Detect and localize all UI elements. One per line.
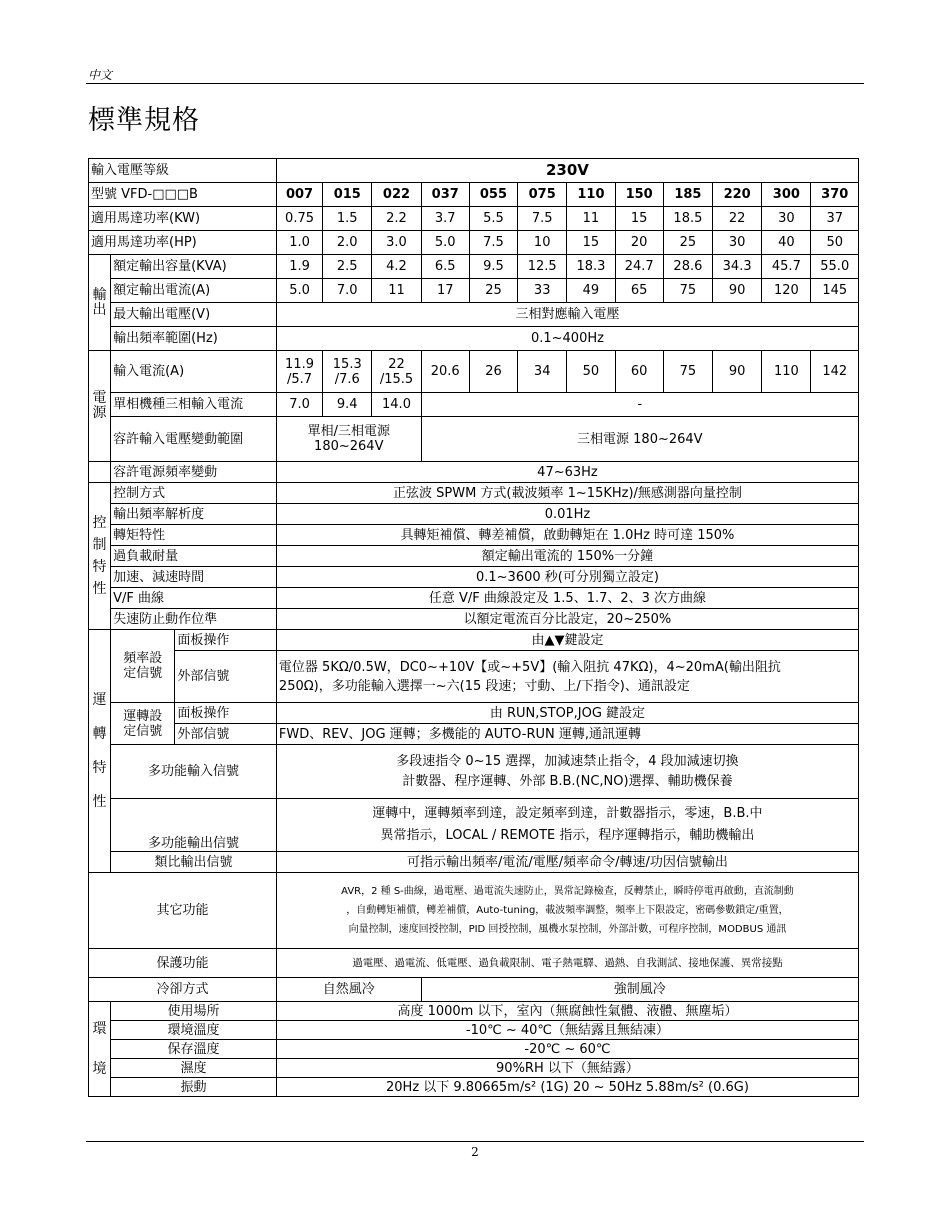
table-row xyxy=(89,546,859,567)
control-row-value: 額定輸出電流的 150%一分鐘 xyxy=(276,546,858,567)
motor-kw-value: 2.2 xyxy=(372,207,421,231)
environment-row-value: -10℃ ~ 40℃（無結露且無結凍） xyxy=(276,1021,858,1040)
run-external-label: 外部信號 xyxy=(175,724,277,745)
cooling-natural: 自然風冷 xyxy=(276,978,421,1002)
multi-input-value xyxy=(276,745,858,799)
output-current-label: 額定輸出電流(A) xyxy=(111,279,277,303)
motor-hp-value: 50 xyxy=(811,231,859,255)
output-kva-value: 9.5 xyxy=(469,255,517,279)
cell-line: 控 xyxy=(92,515,107,531)
cell-line: 制 xyxy=(92,537,107,553)
motor-kw-label: 適用馬達功率(KW) xyxy=(89,207,277,231)
output-current-value: 120 xyxy=(762,279,811,303)
cell-line: 境 xyxy=(92,1061,107,1077)
control-row-value: 正弦波 SPWM 方式(載波頻率 1~15KHz)/無感測器向量控制 xyxy=(276,483,858,504)
analog-output-label: 類比輸出信號 xyxy=(111,852,277,873)
freq-panel-label: 面板操作 xyxy=(175,630,277,651)
table-row xyxy=(89,745,859,799)
control-row-label: 輸出頻率解析度 xyxy=(111,504,277,525)
table-row xyxy=(89,724,859,745)
motor-hp-value: 25 xyxy=(663,231,712,255)
motor-hp-label: 適用馬達功率(HP) xyxy=(89,231,277,255)
other-functions-label: 其它功能 xyxy=(89,873,277,949)
cell-line: AVR，2 種 S-曲線，過電壓、過電流失速防止，異常記錄檢查，反轉禁止，瞬時停電再啟動，直流制動 xyxy=(341,886,794,897)
table-row xyxy=(89,303,859,327)
model-value: 300 xyxy=(762,183,811,207)
motor-kw-value: 22 xyxy=(713,207,762,231)
cell-line: ，自動轉矩補償，轉差補償，Auto-tuning，載波頻率調整，頻率上下限設定，密碼參數鎖定/重置， xyxy=(346,905,789,916)
cell-line: 電 xyxy=(92,390,107,406)
input-current-value xyxy=(323,351,372,393)
cell-line: 計數器、程序運轉、外部 B.B.(NC,NO)選擇、輔助機保養 xyxy=(402,773,733,789)
cell-line: 異常指示，LOCAL / REMOTE 指示，程序運轉指示，輔助機輸出 xyxy=(380,828,755,843)
cell-line: 特 xyxy=(92,559,107,575)
model-value: 022 xyxy=(372,183,421,207)
cell-line: 向量控制，速度回授控制，PID 回授控制，風機水泵控制，外部計數，可程序控制，MODBUS 通訊 xyxy=(348,924,787,935)
freq-external-label: 外部信號 xyxy=(175,651,277,703)
input-current-value: 20.6 xyxy=(421,351,469,393)
control-row-value: 任意 V/F 曲線設定及 1.5、1.7、2、3 次方曲線 xyxy=(276,588,858,609)
single-phase-rest: - xyxy=(421,393,858,417)
motor-hp-value: 7.5 xyxy=(469,231,517,255)
other-functions-value xyxy=(276,873,858,949)
model-value: 110 xyxy=(567,183,615,207)
output-kva-value: 34.3 xyxy=(713,255,762,279)
run-setting-label xyxy=(111,703,175,745)
model-value: 037 xyxy=(421,183,469,207)
input-current-value: 60 xyxy=(615,351,663,393)
cell-line: 輸 xyxy=(92,286,107,303)
motor-kw-value: 5.5 xyxy=(469,207,517,231)
motor-hp-value: 15 xyxy=(567,231,615,255)
multi-output-label: 多功能輸出信號 xyxy=(111,799,277,852)
cell-line: 性 xyxy=(92,581,107,597)
motor-hp-value: 30 xyxy=(713,231,762,255)
table-row xyxy=(89,417,859,462)
table-row xyxy=(89,978,859,1002)
output-kva-value: 55.0 xyxy=(811,255,859,279)
table-row xyxy=(89,1059,859,1078)
control-row-value: 以額定電流百分比設定，20~250% xyxy=(276,609,858,630)
control-row-value: 0.01Hz xyxy=(276,504,858,525)
model-value: 185 xyxy=(663,183,712,207)
output-current-value: 25 xyxy=(469,279,517,303)
power-group-label xyxy=(89,351,111,462)
multi-output-value xyxy=(276,799,858,852)
input-current-value: 75 xyxy=(663,351,712,393)
single-phase-value: 7.0 xyxy=(276,393,322,417)
analog-output-value: 可指示輸出頻率/電流/電壓/頻率命令/轉速/功因信號輸出 xyxy=(276,852,858,873)
output-kva-label: 額定輸出容量(KVA) xyxy=(111,255,277,279)
output-current-value: 33 xyxy=(518,279,567,303)
model-label: 型號 VFD-□□□B xyxy=(89,183,277,207)
control-row-label: 過負載耐量 xyxy=(111,546,277,567)
motor-kw-value: 11 xyxy=(567,207,615,231)
table-row xyxy=(89,393,859,417)
table-row xyxy=(89,255,859,279)
environment-row-value: -20℃ ~ 60℃ xyxy=(276,1040,858,1059)
motor-kw-value: 1.5 xyxy=(323,207,372,231)
output-kva-value: 28.6 xyxy=(663,255,712,279)
freq-setting-label xyxy=(111,630,175,703)
cell-line: 運轉設 xyxy=(123,708,163,724)
table-row xyxy=(89,630,859,651)
table-row xyxy=(89,1040,859,1059)
motor-hp-value: 2.0 xyxy=(323,231,372,255)
output-kva-value: 24.7 xyxy=(615,255,663,279)
environment-group-label xyxy=(89,1002,111,1097)
page-title: 標準規格 xyxy=(88,105,200,136)
output-current-value: 75 xyxy=(663,279,712,303)
model-value: 015 xyxy=(323,183,372,207)
motor-hp-value: 20 xyxy=(615,231,663,255)
model-value: 370 xyxy=(811,183,859,207)
table-row xyxy=(89,231,859,255)
cell-line: 電位器 5KΩ/0.5W，DC0~+10V【或~+5V】(輸入阻抗 47KΩ)，4~20mA(輸出阻抗 xyxy=(278,659,781,675)
motor-hp-value: 40 xyxy=(762,231,811,255)
table-row xyxy=(89,483,859,504)
language-label: 中文 xyxy=(88,68,113,82)
output-kva-value: 4.2 xyxy=(372,255,421,279)
operation-group-label xyxy=(89,630,111,873)
model-value: 220 xyxy=(713,183,762,207)
freq-range-label: 輸出頻率範圍(Hz) xyxy=(111,327,277,351)
header-rule xyxy=(86,83,864,84)
cell-line: 11.9 xyxy=(285,356,314,372)
cell-line: 運 xyxy=(92,692,107,708)
control-row-label: 失速防止動作位準 xyxy=(111,609,277,630)
motor-hp-value: 1.0 xyxy=(276,231,322,255)
table-row xyxy=(89,703,859,724)
output-current-value: 5.0 xyxy=(276,279,322,303)
motor-hp-value: 10 xyxy=(518,231,567,255)
environment-row-label: 環境溫度 xyxy=(111,1021,277,1040)
control-group-label xyxy=(89,483,111,630)
table-row xyxy=(89,1021,859,1040)
freq-external-value xyxy=(276,651,858,703)
cell-line: /15.5 xyxy=(379,371,414,387)
voltage-tolerance-single xyxy=(276,417,421,462)
control-row-label: 加速、減速時間 xyxy=(111,567,277,588)
output-current-value: 90 xyxy=(713,279,762,303)
table-row xyxy=(89,207,859,231)
run-external-value: FWD、REV、JOG 運轉；多機能的 AUTO-RUN 運轉,通訊運轉 xyxy=(276,724,858,745)
cell-line: 180~264V xyxy=(314,439,384,454)
cooling-forced: 強制風冷 xyxy=(421,978,858,1002)
voltage-class-label: 輸入電壓等級 xyxy=(89,159,277,183)
output-current-value: 7.0 xyxy=(323,279,372,303)
cell-line: 單相/三相電源 xyxy=(307,424,390,439)
table-row xyxy=(89,651,859,703)
input-current-value xyxy=(276,351,322,393)
output-current-value: 17 xyxy=(421,279,469,303)
multi-input-label: 多功能輸入信號 xyxy=(111,745,277,799)
cooling-label: 冷卻方式 xyxy=(89,978,277,1002)
table-row xyxy=(89,609,859,630)
environment-row-value: 90%RH 以下（無結露） xyxy=(276,1059,858,1078)
table-row xyxy=(89,567,859,588)
max-voltage-label: 最大輸出電壓(V) xyxy=(111,303,277,327)
footer-rule xyxy=(86,1141,864,1142)
single-phase-label: 單相機種三相輸入電流 xyxy=(111,393,277,417)
output-group-label xyxy=(89,255,111,351)
output-current-value: 11 xyxy=(372,279,421,303)
table-row xyxy=(89,279,859,303)
freq-tolerance-label: 容許電源頻率變動 xyxy=(111,462,277,483)
cell-line: /7.6 xyxy=(334,371,360,387)
input-current-value: 110 xyxy=(762,351,811,393)
cell-line: 250Ω)，多功能輸入選擇一~六(15 段速；寸動、上/下指令)、通訊設定 xyxy=(278,678,690,694)
output-current-value: 145 xyxy=(811,279,859,303)
cell-line: 定信號 xyxy=(123,666,163,681)
table-row xyxy=(89,462,859,483)
blank-cell xyxy=(89,462,111,483)
motor-kw-value: 3.7 xyxy=(421,207,469,231)
motor-kw-value: 15 xyxy=(615,207,663,231)
input-current-value: 26 xyxy=(469,351,517,393)
table-row xyxy=(89,873,859,949)
table-row xyxy=(89,351,859,393)
protection-value: 過電壓、過電流、低電壓、過負載限制、電子熱電驛、過熱、自我測試、接地保護、異常接點 xyxy=(276,949,858,978)
control-row-label: V/F 曲線 xyxy=(111,588,277,609)
output-kva-value: 2.5 xyxy=(323,255,372,279)
cell-line: 特 xyxy=(92,760,107,776)
control-row-label: 控制方式 xyxy=(111,483,277,504)
cell-line: /5.7 xyxy=(287,371,313,387)
spec-table xyxy=(88,158,859,1097)
voltage-tolerance-three: 三相電源 180~264V xyxy=(421,417,858,462)
voltage-class-value: 230V xyxy=(276,159,858,183)
environment-row-value: 高度 1000m 以下，室內（無腐蝕性氣體、液體、無塵垢） xyxy=(276,1002,858,1021)
cell-line: 22 xyxy=(388,356,405,372)
table-row xyxy=(89,525,859,546)
freq-range-value: 0.1~400Hz xyxy=(276,327,858,351)
input-current-value: 50 xyxy=(567,351,615,393)
output-kva-value: 1.9 xyxy=(276,255,322,279)
max-voltage-value: 三相對應輸入電壓 xyxy=(276,303,858,327)
table-row xyxy=(89,1078,859,1097)
run-panel-value: 由 RUN,STOP,JOG 鍵設定 xyxy=(276,703,858,724)
input-current-label: 輸入電流(A) xyxy=(111,351,277,393)
motor-kw-value: 30 xyxy=(762,207,811,231)
cell-line: 15.3 xyxy=(332,356,362,372)
output-kva-value: 6.5 xyxy=(421,255,469,279)
output-kva-value: 45.7 xyxy=(762,255,811,279)
cell-line: 定信號 xyxy=(123,723,163,739)
model-value: 075 xyxy=(518,183,567,207)
cell-line: 環 xyxy=(92,1021,107,1037)
motor-kw-value: 18.5 xyxy=(663,207,712,231)
cell-line: 出 xyxy=(92,301,107,318)
output-kva-value: 18.3 xyxy=(567,255,615,279)
table-row xyxy=(89,159,859,183)
model-value: 007 xyxy=(276,183,322,207)
freq-panel-value: 由▲▼鍵設定 xyxy=(276,630,858,651)
control-row-value: 具轉矩補償、轉差補償，啟動轉矩在 1.0Hz 時可達 150% xyxy=(276,525,858,546)
input-current-value: 34 xyxy=(518,351,567,393)
model-value: 055 xyxy=(469,183,517,207)
environment-row-label: 保存溫度 xyxy=(111,1040,277,1059)
output-kva-value: 12.5 xyxy=(518,255,567,279)
input-current-value: 142 xyxy=(811,351,859,393)
model-value: 150 xyxy=(615,183,663,207)
cell-line: 源 xyxy=(92,405,107,421)
environment-row-label: 濕度 xyxy=(111,1059,277,1078)
table-row xyxy=(89,183,859,207)
control-row-value: 0.1~3600 秒(可分別獨立設定) xyxy=(276,567,858,588)
input-current-value xyxy=(372,351,421,393)
page-number: 2 xyxy=(471,1145,479,1159)
motor-kw-value: 37 xyxy=(811,207,859,231)
motor-kw-value: 7.5 xyxy=(518,207,567,231)
cell-line: 轉 xyxy=(92,726,107,742)
output-current-value: 49 xyxy=(567,279,615,303)
cell-line: 運轉中，運轉頻率到達，設定頻率到達，計數器指示，零速，B.B.中 xyxy=(372,806,763,821)
cell-line: 性 xyxy=(92,794,107,810)
motor-hp-value: 5.0 xyxy=(421,231,469,255)
single-phase-value: 14.0 xyxy=(372,393,421,417)
table-row xyxy=(89,504,859,525)
table-row xyxy=(89,852,859,873)
input-current-value: 90 xyxy=(713,351,762,393)
control-row-label: 轉矩特性 xyxy=(111,525,277,546)
table-row xyxy=(89,588,859,609)
single-phase-value: 9.4 xyxy=(323,393,372,417)
table-row xyxy=(89,327,859,351)
protection-label: 保護功能 xyxy=(89,949,277,978)
voltage-tolerance-label: 容許輸入電壓變動範圍 xyxy=(111,417,277,462)
environment-row-label: 振動 xyxy=(111,1078,277,1097)
cell-line: 多段速指令 0~15 選擇，加減速禁止指令，4 段加減速切換 xyxy=(396,753,739,769)
table-row xyxy=(89,949,859,978)
table-row xyxy=(89,799,859,852)
output-current-value: 65 xyxy=(615,279,663,303)
environment-row-value: 20Hz 以下 9.80665m/s² (1G) 20 ~ 50Hz 5.88m/s² (0.6G) xyxy=(276,1078,858,1097)
motor-hp-value: 3.0 xyxy=(372,231,421,255)
environment-row-label: 使用場所 xyxy=(111,1002,277,1021)
freq-tolerance-value: 47~63Hz xyxy=(276,462,858,483)
cell-line: 頻率設 xyxy=(123,651,163,666)
motor-kw-value: 0.75 xyxy=(276,207,322,231)
table-row xyxy=(89,1002,859,1021)
run-panel-label: 面板操作 xyxy=(175,703,277,724)
